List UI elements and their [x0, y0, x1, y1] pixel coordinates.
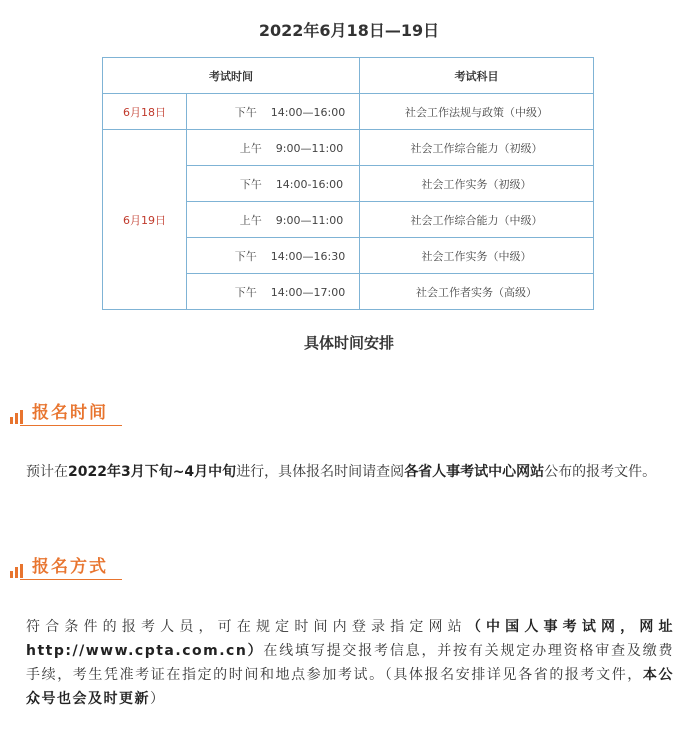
subject-cell: 社会工作综合能力（中级） — [360, 202, 594, 238]
update-notice: 本公众号也会及时更新 — [26, 667, 675, 707]
subject-cell: 社会工作综合能力（初级） — [360, 130, 594, 166]
subject-cell: 社会工作法规与政策（中级） — [360, 94, 594, 130]
time-cell — [187, 238, 360, 274]
half-day-label: 上午 — [239, 213, 262, 227]
registration-time-paragraph — [26, 460, 674, 484]
table-row — [103, 130, 594, 166]
section-title: 报名时间 — [32, 403, 108, 423]
time-cell — [187, 202, 360, 238]
section-heading-registration-method — [10, 552, 122, 580]
header-exam-time: 考试时间 — [103, 58, 360, 94]
time-cell — [187, 94, 360, 130]
half-day-label: 下午 — [239, 177, 262, 191]
text-run: ） — [150, 691, 166, 707]
subject-cell: 社会工作实务（初级） — [360, 166, 594, 202]
table-caption: 具体时间安排 — [303, 334, 394, 352]
text-run: 符合条件的报考人员，可在规定时间内登录指定网站 — [26, 619, 467, 635]
text-run: 预计在 — [26, 464, 68, 480]
registration-method-paragraph — [26, 615, 674, 711]
section-underline — [20, 425, 122, 426]
time-cell — [187, 166, 360, 202]
page-title: 2022年6月18日—19日 — [258, 21, 440, 40]
table-row — [103, 94, 594, 130]
bars-icon — [10, 564, 26, 578]
half-day-label: 下午 — [234, 249, 257, 263]
registration-period: 2022年3月下旬~4月中旬 — [68, 464, 237, 480]
time-cell — [187, 274, 360, 310]
section-title: 报名方式 — [32, 557, 108, 577]
text-run: 在线填写提交报考信息，并按有关规定办理资格审查及缴费手续，考生凭准考证在指定的时间和地点参加考试。（具体报名安排详见各省的报考文件， — [26, 643, 675, 683]
time-range: 9:00—11:00 — [275, 141, 344, 155]
date-cell: 6月18日 — [103, 94, 187, 130]
text-run: 公布的报考文件。 — [544, 464, 657, 480]
header-exam-subject: 考试科目 — [360, 58, 594, 94]
time-range: 14:00-16:00 — [275, 177, 344, 191]
time-range: 9:00—11:00 — [275, 213, 344, 227]
bars-icon — [10, 410, 26, 424]
exam-schedule-table — [102, 57, 594, 310]
table-header-row — [103, 58, 594, 94]
section-underline — [20, 579, 122, 580]
text-run: 进行，具体报名时间请查阅 — [236, 464, 405, 480]
half-day-label: 下午 — [234, 105, 257, 119]
half-day-label: 上午 — [239, 141, 262, 155]
exam-center-website: 各省人事考试中心网站 — [404, 464, 545, 480]
time-range: 14:00—16:00 — [270, 105, 346, 119]
date-cell: 6月19日 — [103, 130, 187, 310]
cpta-website-link[interactable]: （中国人事考试网，网址http://www.cpta.com.cn） — [26, 619, 675, 659]
section-heading-registration-time — [10, 398, 122, 426]
subject-cell: 社会工作实务（中级） — [360, 238, 594, 274]
half-day-label: 下午 — [234, 285, 257, 299]
subject-cell: 社会工作者实务（高级） — [360, 274, 594, 310]
time-range: 14:00—17:00 — [270, 285, 346, 299]
time-range: 14:00—16:30 — [270, 249, 346, 263]
time-cell — [187, 130, 360, 166]
